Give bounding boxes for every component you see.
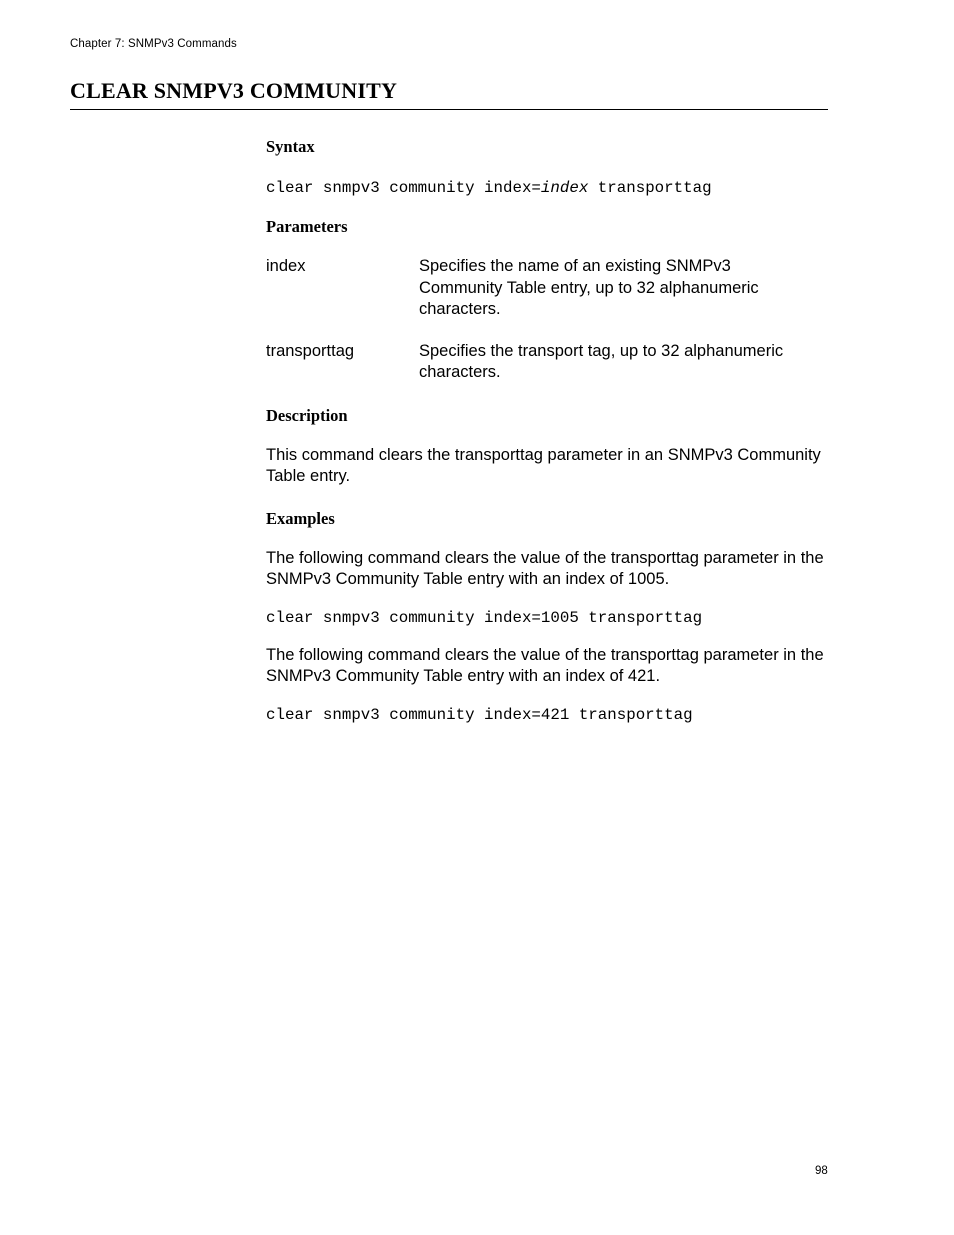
description-text: This command clears the transporttag parameter in an SNMPv3 Community Table entry.	[266, 445, 821, 485]
title-rule	[70, 109, 828, 110]
page-number: 98	[815, 1165, 828, 1177]
parameter-name: transporttag	[266, 341, 355, 360]
parameter-row	[266, 256, 828, 321]
syntax-code-param: index	[540, 179, 589, 197]
page-title: CLEAR SNMPV3 COMMUNITY	[70, 78, 398, 103]
description-section	[266, 404, 828, 507]
parameter-description: Specifies the transport tag, up to 32 alphanumeric characters.	[419, 341, 784, 381]
syntax-section	[266, 135, 828, 215]
example-text: The following command clears the value of the transporttag parameter in the SNMPv3 Community Table entry with an index of 1005.	[266, 548, 824, 588]
syntax-code-prefix: clear snmpv3 community index=	[266, 179, 541, 197]
example-code: clear snmpv3 community index=1005 transporttag	[266, 608, 703, 627]
description-heading: Description	[266, 405, 348, 425]
parameter-row	[266, 341, 828, 384]
parameters-section	[266, 215, 828, 404]
content-body	[266, 135, 828, 727]
running-header: Chapter 7: SNMPv3 Commands	[70, 38, 237, 50]
syntax-code	[266, 176, 828, 200]
examples-heading: Examples	[266, 508, 335, 528]
parameter-description: Specifies the name of an existing SNMPv3 Community Table entry, up to 32 alphanumeric characters.	[419, 257, 759, 318]
example-code: clear snmpv3 community index=421 transporttag	[266, 705, 693, 724]
example-text: The following command clears the value of the transporttag parameter in the SNMPv3 Community Table entry with an index of 421.	[266, 645, 824, 685]
parameters-heading: Parameters	[266, 217, 348, 236]
syntax-code-suffix: transporttag	[588, 179, 712, 197]
examples-section	[266, 507, 828, 727]
syntax-heading: Syntax	[266, 137, 315, 156]
parameter-name: index	[266, 257, 306, 275]
